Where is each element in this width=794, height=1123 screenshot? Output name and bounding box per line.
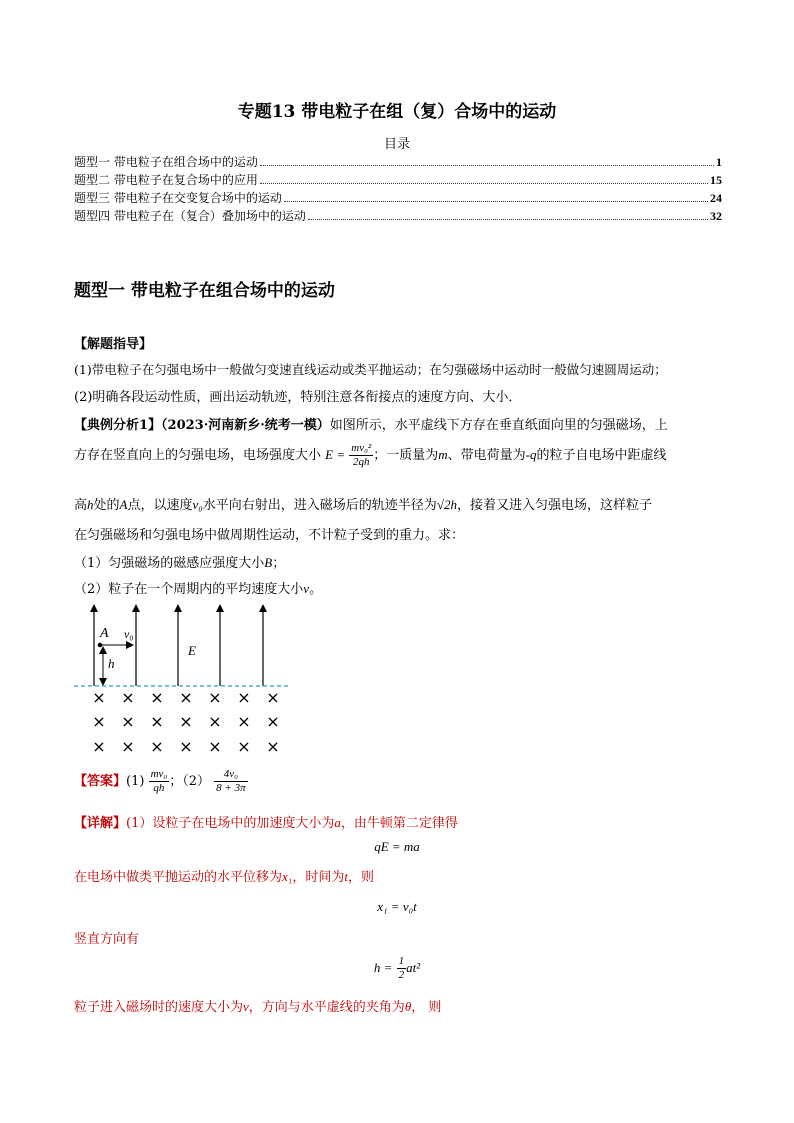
text-span: (1)	[126, 774, 145, 789]
detail-line-2	[74, 866, 374, 885]
toc-entry-page: 24	[710, 191, 722, 205]
guide-label: 【解题指导】	[74, 337, 153, 352]
text-span: 在电场中做类平抛运动的水平位移为	[74, 870, 283, 885]
b-var: B	[264, 555, 273, 570]
field-cross: ×	[121, 688, 135, 707]
guide-point-2: (2)明确各段运动性质，画出运动轨迹，特别注意各衔接点的速度方向、大小．	[74, 390, 522, 405]
answer-1-fraction	[149, 768, 170, 795]
document-title: 专题13 带电粒子在组（复）合场中的运动	[237, 102, 557, 122]
e-fraction	[349, 442, 373, 469]
text-span: h =	[373, 960, 393, 975]
field-cross: ×	[92, 688, 106, 707]
label-e: E	[188, 643, 196, 658]
field-diagram	[70, 598, 310, 762]
field-cross: ×	[150, 712, 164, 731]
field-cross: ×	[121, 737, 135, 756]
example-line-1	[74, 414, 668, 433]
field-cross: ×	[179, 737, 193, 756]
text-span: 粒子进入磁场时的速度大小为	[74, 1000, 244, 1015]
h-var: h	[87, 497, 94, 512]
e-numerator: mv₀²	[351, 442, 372, 454]
field-cross: ×	[92, 737, 106, 756]
half-fraction	[397, 955, 407, 982]
toc-entry[interactable]	[74, 153, 722, 170]
field-cross: ×	[179, 688, 193, 707]
equation-horizontal: x₁ = v₀t	[377, 899, 417, 914]
example-text: 如图所示，水平虚线下方存在垂直纸面向里的匀强磁场，上	[329, 418, 668, 433]
m-var: m	[438, 447, 448, 462]
toc-entry-label: 题型二 带电粒子在复合场中的应用	[74, 173, 258, 187]
toc-entry-page: 32	[710, 209, 722, 223]
guide-point-1: (1)带电粒子在匀强电场中一般做匀变速直线运动或类平抛运动；在匀强磁场中运动时一般做匀速圆周运动；	[74, 362, 667, 377]
example-label: 【典例分析1】	[74, 418, 162, 433]
toc-leader	[284, 201, 708, 202]
text-span: 方存在竖直向上的匀强电场，电场强度大小	[74, 448, 322, 463]
field-cross: ×	[150, 737, 164, 756]
a-var: a	[334, 815, 341, 830]
text-span: （2）粒子在一个周期内的平均速度大小	[74, 582, 304, 597]
radius-value: √2h	[436, 497, 457, 512]
v-var: v	[303, 581, 310, 596]
answer-1-denominator: qh	[153, 782, 165, 794]
text-span: ；（2）	[169, 774, 211, 789]
toc-leader	[308, 219, 708, 220]
toc-entry-label: 题型四 带电粒子在（复合）叠加场中的运动	[74, 209, 306, 223]
field-cross: ×	[237, 737, 251, 756]
section-heading: 题型一 带电粒子在组合场中的运动	[74, 281, 335, 301]
text-span: at²	[406, 960, 421, 975]
toc-leader	[260, 183, 708, 184]
text-span: 水平向右射出，进入磁场后的轨迹半径为	[202, 498, 437, 513]
text-span: ；一质量为	[373, 448, 439, 463]
text-span: ，由牛顿第二定律得	[340, 816, 458, 831]
magnetic-field-crosses	[92, 688, 279, 756]
x1-var: x₁	[282, 869, 293, 884]
detail-line-4	[74, 996, 441, 1015]
text-span: ，方向与水平虚线的夹角为	[248, 1000, 405, 1015]
field-cross: ×	[92, 712, 106, 731]
toc-entry[interactable]	[74, 189, 722, 206]
field-cross: ×	[208, 688, 222, 707]
text-span: 点，以速度	[127, 498, 193, 513]
example-line-4: 在匀强磁场和匀强电场中做周期性运动，不计粒子受到的重力。求：	[74, 528, 465, 543]
text-span: ，则	[347, 870, 374, 885]
text-span: ，时间为	[292, 870, 345, 885]
field-cross: ×	[208, 712, 222, 731]
field-cross: ×	[208, 737, 222, 756]
e-symbol: E =	[325, 447, 346, 462]
field-cross: ×	[237, 712, 251, 731]
v-speed-var: v	[243, 999, 249, 1014]
equation-vertical	[0, 955, 794, 982]
toc-entry-label: 题型一 带电粒子在组合场中的运动	[74, 155, 258, 169]
equation-newton: qE = ma	[374, 839, 420, 854]
detail-line-3: 竖直方向有	[74, 932, 140, 947]
v0-var: v₀	[192, 497, 203, 512]
toc-entry[interactable]	[74, 171, 722, 188]
text-span: 。	[309, 582, 323, 597]
field-cross: ×	[266, 737, 280, 756]
text-span: ；	[272, 556, 286, 571]
text-span: （1）匀强磁场的磁感应强度大小	[74, 556, 265, 571]
toc-entry[interactable]	[74, 207, 722, 224]
text-span: ， 则	[411, 1000, 442, 1015]
theta-var: θ	[404, 999, 412, 1014]
question-2	[74, 578, 322, 597]
e-denominator: 2qh	[352, 456, 370, 468]
example-source: （2023·河南新乡·统考一模）	[161, 418, 330, 433]
text-span: 高	[74, 498, 88, 513]
label-h: h	[108, 656, 115, 671]
a-point-var: A	[119, 497, 128, 512]
toc-entry-label: 题型三 带电粒子在交变复合场中的运动	[74, 191, 282, 205]
detail-line-1	[74, 812, 458, 831]
half-denominator: 2	[398, 969, 405, 981]
answer-2-fraction	[214, 768, 247, 795]
toc-leader	[260, 165, 714, 166]
answer-2-denominator: 8 + 3π	[216, 782, 246, 794]
text-span: 、带电荷量为	[447, 448, 526, 463]
electric-field-lines	[94, 608, 263, 686]
answer-1-numerator: mv₀	[150, 768, 168, 780]
field-cross: ×	[150, 688, 164, 707]
answer-label: 【答案】	[74, 774, 127, 789]
question-1	[74, 552, 285, 571]
field-cross: ×	[179, 712, 193, 731]
text-span: 处的	[93, 498, 120, 513]
detail-label: 【详解】	[74, 816, 127, 831]
field-cross: ×	[266, 712, 280, 731]
label-v0: v₀	[124, 627, 134, 641]
text-span: (1）设粒子在电场中的加速度大小为	[126, 816, 335, 831]
field-cross: ×	[237, 688, 251, 707]
toc-entry-page: 1	[716, 155, 722, 169]
field-cross: ×	[266, 688, 280, 707]
half-numerator: 1	[398, 955, 405, 967]
toc-entry-page: 15	[710, 173, 722, 187]
text-span: ，接着又进入匀强电场，这样粒子	[456, 498, 652, 513]
q-var: -q	[525, 447, 537, 462]
answer-2-numerator: 4v₀	[214, 768, 247, 782]
example-line-3	[74, 494, 652, 513]
answer-line	[74, 768, 248, 795]
t-var: t	[344, 869, 348, 884]
field-cross: ×	[121, 712, 135, 731]
toc-heading: 目录	[383, 137, 410, 152]
text-span: 的粒子自电场中距虚线	[536, 448, 667, 463]
label-a: A	[100, 626, 109, 641]
example-line-2	[74, 442, 667, 469]
